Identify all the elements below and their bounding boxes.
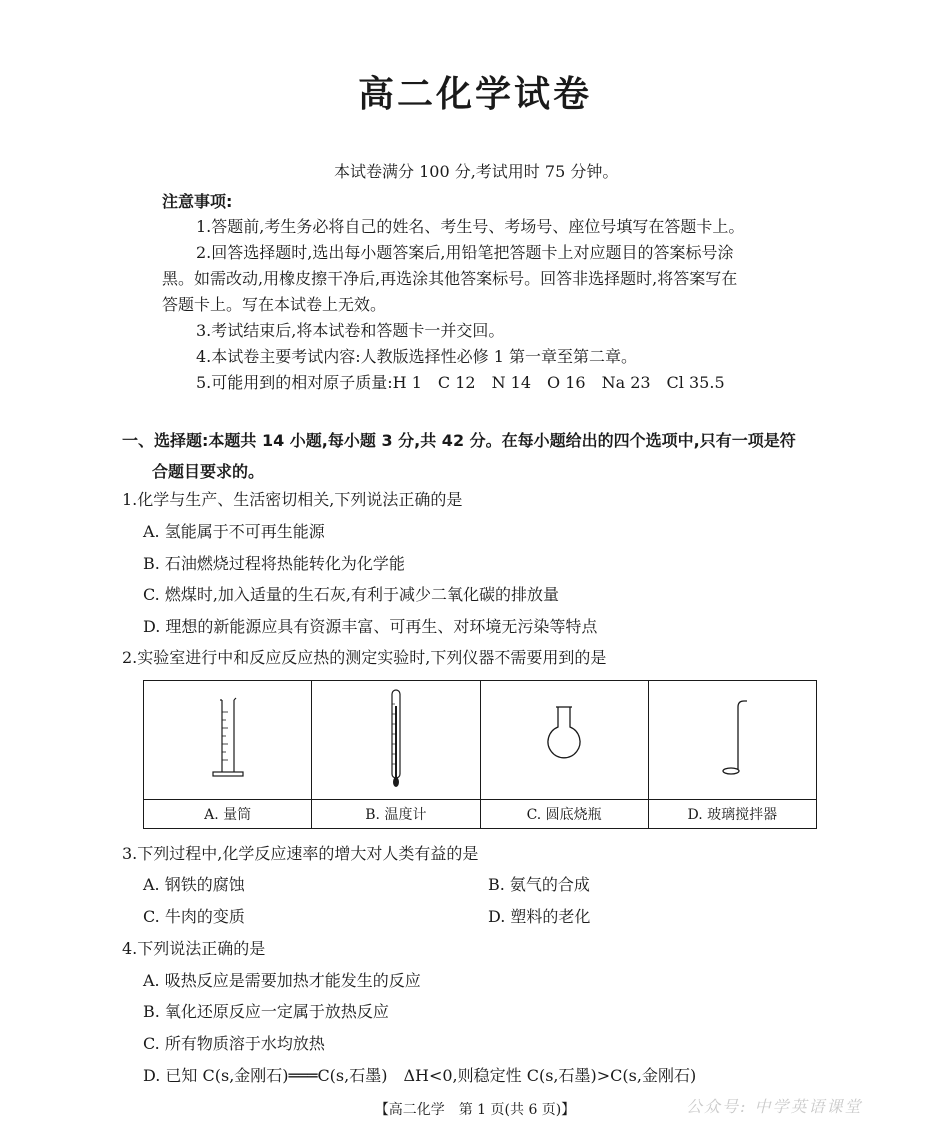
q3-option-d: D. 塑料的老化 — [488, 907, 591, 926]
apparatus-label-b: B. 温度计 — [312, 800, 480, 829]
notice-item-3: 3.考试结束后,将本试卷和答题卡一并交回。 — [196, 321, 505, 340]
section-heading-line1: 一、选择题:本题共 14 小题,每小题 3 分,共 42 分。在每小题给出的四个选项中,只有一项是符 — [122, 431, 796, 450]
q1-option-c: C. 燃煤时,加入适量的生石灰,有利于减少二氧化碳的排放量 — [143, 585, 560, 604]
exam-info: 本试卷满分 100 分,考试用时 75 分钟。 — [334, 162, 619, 181]
round-bottom-flask-icon — [539, 703, 589, 773]
notice-item-2-line1: 2.回答选择题时,选出每小题答案后,用铅笔把答题卡上对应题目的答案标号涂 — [196, 243, 734, 262]
q3-option-b: B. 氨气的合成 — [488, 875, 590, 894]
apparatus-table — [143, 680, 817, 829]
notice-item-4: 4.本试卷主要考试内容:人教版选择性必修 1 第一章至第二章。 — [196, 347, 638, 366]
notice-item-2-line2: 黑。如需改动,用橡皮擦干净后,再选涂其他答案标号。回答非选择题时,将答案写在 — [162, 269, 738, 288]
apparatus-label-a: A. 量筒 — [144, 800, 312, 829]
q4-option-c: C. 所有物质溶于水均放热 — [143, 1034, 325, 1053]
notice-item-2-line3: 答题卡上。写在本试卷上无效。 — [162, 295, 387, 314]
page-title: 高二化学试卷 — [357, 74, 592, 115]
notice-heading: 注意事项: — [162, 192, 233, 211]
q1-option-d: D. 理想的新能源应具有资源丰富、可再生、对环境无污染等特点 — [143, 617, 598, 636]
apparatus-cell-d — [648, 681, 816, 800]
q3-stem: 3.下列过程中,化学反应速率的增大对人类有益的是 — [122, 844, 479, 863]
q1-option-a: A. 氢能属于不可再生能源 — [143, 522, 325, 541]
notice-item-1: 1.答题前,考生务必将自己的姓名、考生号、考场号、座位号填写在答题卡上。 — [196, 217, 745, 236]
apparatus-label-c: C. 圆底烧瓶 — [480, 800, 648, 829]
q1-stem: 1.化学与生产、生活密切相关,下列说法正确的是 — [122, 490, 463, 509]
q4-option-b: B. 氧化还原反应一定属于放热反应 — [143, 1002, 389, 1021]
q2-stem: 2.实验室进行中和反应反应热的测定实验时,下列仪器不需要用到的是 — [122, 648, 607, 667]
notice-item-5: 5.可能用到的相对原子质量:H 1 C 12 N 14 O 16 Na 23 Cl 35.5 — [196, 373, 725, 392]
watermark: 公众号: 中学英语课堂 — [686, 1097, 863, 1116]
q4-option-a: A. 吸热反应是需要加热才能发生的反应 — [143, 971, 421, 990]
graduated-cylinder-icon — [203, 690, 253, 786]
apparatus-cell-a — [144, 681, 312, 800]
q4-stem: 4.下列说法正确的是 — [122, 939, 266, 958]
apparatus-cell-c — [480, 681, 648, 800]
q1-option-b: B. 石油燃烧过程将热能转化为化学能 — [143, 554, 405, 573]
q3-option-a: A. 钢铁的腐蚀 — [143, 875, 245, 894]
glass-stirrer-icon — [707, 697, 757, 779]
apparatus-cell-b — [312, 681, 480, 800]
q4-option-d: D. 已知 C(s,金刚石)═══C(s,石墨) ΔH<0,则稳定性 C(s,石墨)>C(s,金刚石) — [143, 1066, 697, 1085]
section-heading-line2: 合题目要求的。 — [152, 462, 265, 481]
thermometer-icon — [381, 686, 411, 790]
apparatus-label-d: D. 玻璃搅拌器 — [648, 800, 816, 829]
page-footer: 【高二化学 第 1 页(共 6 页)】 — [374, 1102, 576, 1118]
q3-option-c: C. 牛肉的变质 — [143, 907, 245, 926]
